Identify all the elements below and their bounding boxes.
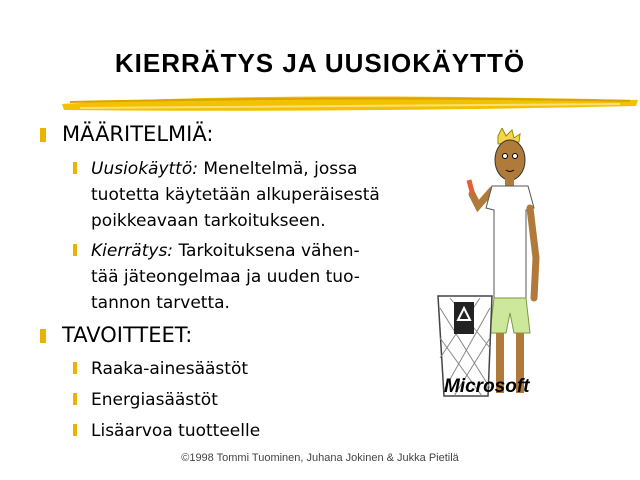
item-bullet: [73, 162, 77, 174]
section-heading-goals: TAVOITTEET:: [62, 323, 193, 347]
goal-item: Lisäarvoa tuotteelle: [91, 421, 261, 441]
term-reuse: Uusiokäyttö:: [91, 159, 198, 179]
term-recycling: Kierrätys:: [91, 241, 174, 261]
item-bullet: [73, 362, 77, 374]
section-heading-definitions: MÄÄRITELMIÄ:: [62, 122, 214, 146]
definition-line: poikkeavaan tarkoitukseen.: [91, 211, 326, 231]
clipart-logo-text: Microsoft: [444, 376, 530, 397]
goal-item: Energiasäästöt: [91, 390, 218, 410]
slide-title: KIERRÄTYS JA UUSIOKÄYTTÖ: [114, 48, 526, 78]
item-bullet: [73, 244, 77, 256]
definition-line: tää jäteongelmaa ja uuden tuo-: [91, 267, 360, 287]
definition-reuse: [91, 156, 431, 234]
definition-recycling: [91, 238, 431, 316]
goal-item: Raaka-ainesäästöt: [91, 359, 249, 379]
recycling-person-clipart: [430, 128, 550, 418]
section-bullet: [40, 329, 46, 343]
definition-line: Meneltelmä, jossa: [203, 159, 358, 179]
item-bullet: [73, 393, 77, 405]
item-bullet: [73, 424, 77, 436]
title-underline-brush: [60, 90, 640, 114]
definition-line: tuotetta käytetään alkuperäisestä: [91, 185, 380, 205]
definition-line: tannon tarvetta.: [91, 293, 230, 313]
definition-line: Tarkoituksena vähen-: [178, 241, 360, 261]
section-bullet: [40, 128, 46, 142]
copyright-footer: ©1998 Tommi Tuominen, Juhana Jokinen & Jukka Pietilä: [181, 452, 459, 464]
